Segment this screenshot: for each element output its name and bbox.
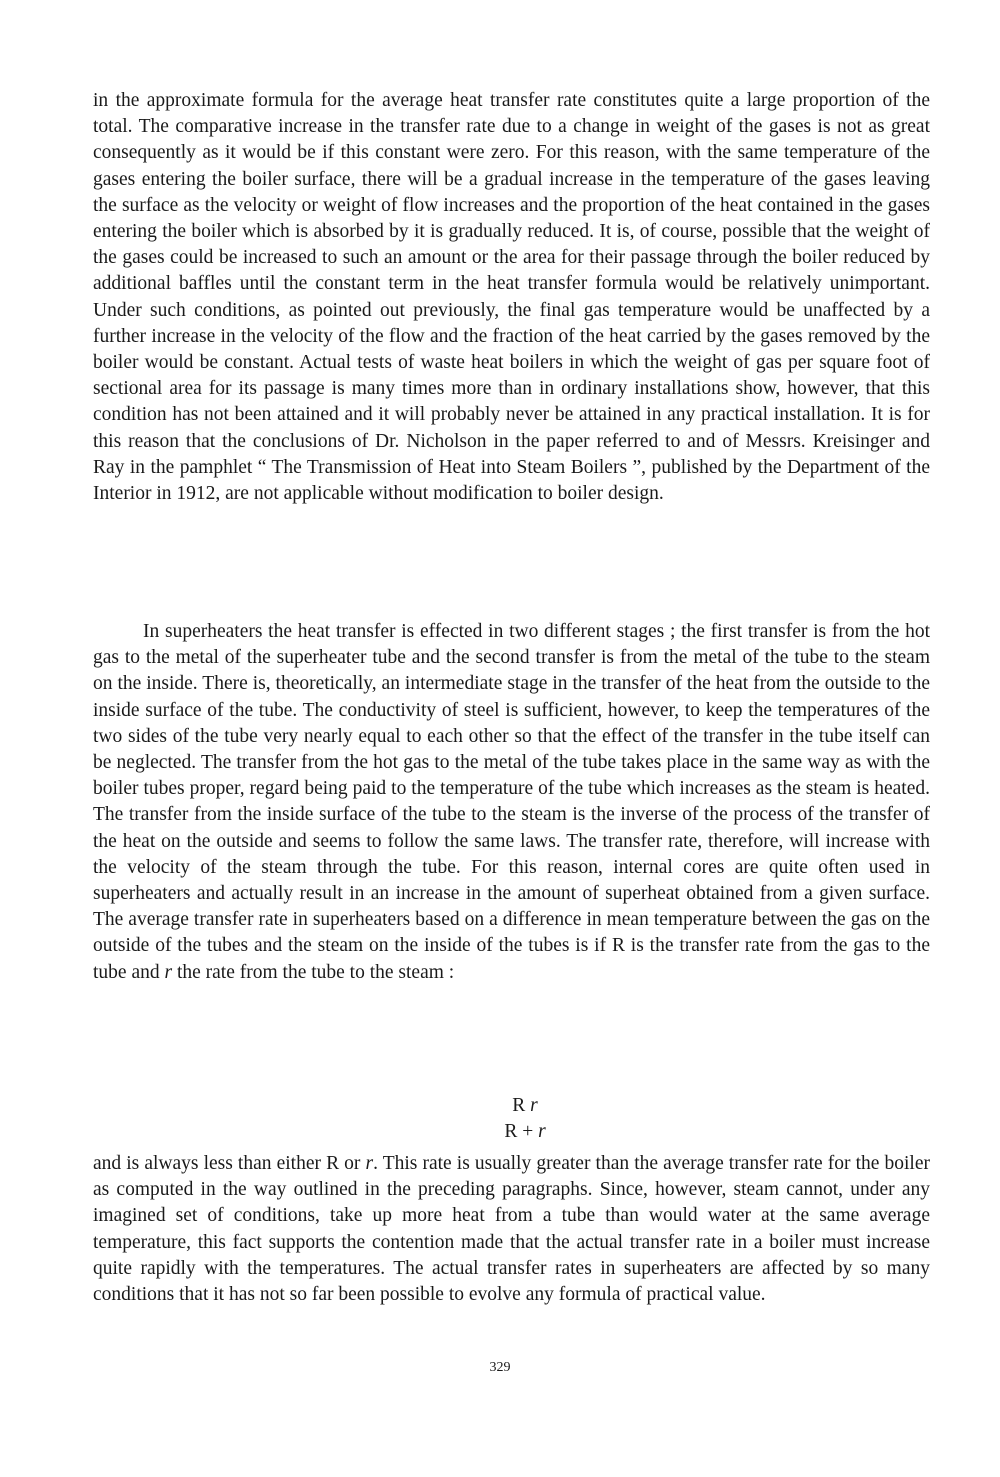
formula-denominator-op: +: [522, 1121, 534, 1142]
paragraph-conclusion-lead: and is always less than either R or: [93, 1153, 366, 1174]
paragraph-superheaters-tail: the rate from the tube to the steam :: [172, 961, 455, 983]
formula-numerator-R: R: [512, 1095, 526, 1116]
formula-denominator-r: r: [538, 1121, 546, 1142]
paragraph-conclusion: [93, 1151, 930, 1308]
transfer-rate-formula: [470, 1093, 580, 1145]
formula-denominator-R: R: [504, 1121, 518, 1142]
paragraph-conclusion-text: . This rate is usually greater than the average transfer rate for the boiler as computed in the way outlined in the preceding paragraphs. Since, however, steam cannot, under any imagined set of conditions, take up more heat from a tube than would water at the same average temperature, this fact supports the contention made that the actual transfer rate in a boiler must increase quite rapidly with the temperatures. The actual transfer rates in superheaters are affected by so many conditions that it has not so far been possible to evolve any formula of practical value.: [93, 1153, 930, 1306]
formula-numerator: [470, 1093, 580, 1119]
page-number: 329: [489, 1360, 511, 1375]
paragraph-superheaters-text: In superheaters the heat transfer is effected in two different stages ; the first transfer is from the hot gas to the metal of the superheater tube and the second transfer is from the metal of the tube to the steam on the inside. There is, theoretically, an intermediate stage in the transfer of the heat from the outside to the inside surface of the tube. The conductivity of steel is sufficient, however, to keep the temperatures of the two sides of the tube very nearly equal to each other so that the effect of the transfer in the tube itself can be neglected. The transfer from the hot gas to the metal of the tube takes place in the same way as with the boiler tubes proper, regard being paid to the temperature of the tube which increases as the steam is heated. The transfer from the inside surface of the tube to the steam is the inverse of the process of the transfer of the heat on the outside and seems to follow the same laws. The transfer rate, therefore, will increase with the velocity of the steam through the tube. For this reason, internal cores are quite often used in superheaters and actually result in an increase in the amount of superheat obtained from a given surface. The average transfer rate in superheaters based on a difference in mean temperature between the gas on the outside of the tubes and the steam on the inside of the tubes is if R is the transfer rate from the gas to the tube and: [93, 621, 930, 983]
paragraph-superheaters: [93, 619, 930, 986]
paragraph-continuation: in the approximate formula for the average heat transfer rate constitutes quite a large proportion of the total. The comparative increase in the transfer rate due to a change in weight of the gases is not as great consequently as it would be if this constant were zero. For this reason, with the same temperature of the gases entering the boiler surface, there will be a gradual increase in the temperature of the gases leaving the surface as the velocity or weight of flow increases and the proportion of the heat contained in the gases entering the boiler which is absorbed by it is gradually reduced. It is, of course, possible that the weight of the gases could be increased to such an amount or the area for their passage through the boiler reduced by additional baffles until the constant term in the heat transfer formula would be relatively unimportant. Under such conditions, as pointed out previously, the final gas temperature would be unaffected by a further increase in the velocity of the flow and the fraction of the heat carried by the gases removed by the boiler would be constant. Actual tests of waste heat boilers in which the weight of gas per square foot of sectional area for its passage is many times more than in ordinary installations show, however, that this condition has not been attained and it will probably never be attained in any practical installation. It is for this reason that the conclusions of Dr. Nicholson in the paper referred to and of Messrs. Kreisinger and Ray in the pamphlet “ The Transmission of Heat into Steam Boilers ”, published by the Department of the Interior in 1912, are not applicable without modification to boiler design.: [93, 90, 930, 505]
formula-numerator-r: r: [530, 1095, 538, 1116]
variable-r: r: [164, 961, 173, 983]
variable-r-conclusion: r: [365, 1153, 374, 1174]
formula-denominator: [470, 1119, 580, 1145]
